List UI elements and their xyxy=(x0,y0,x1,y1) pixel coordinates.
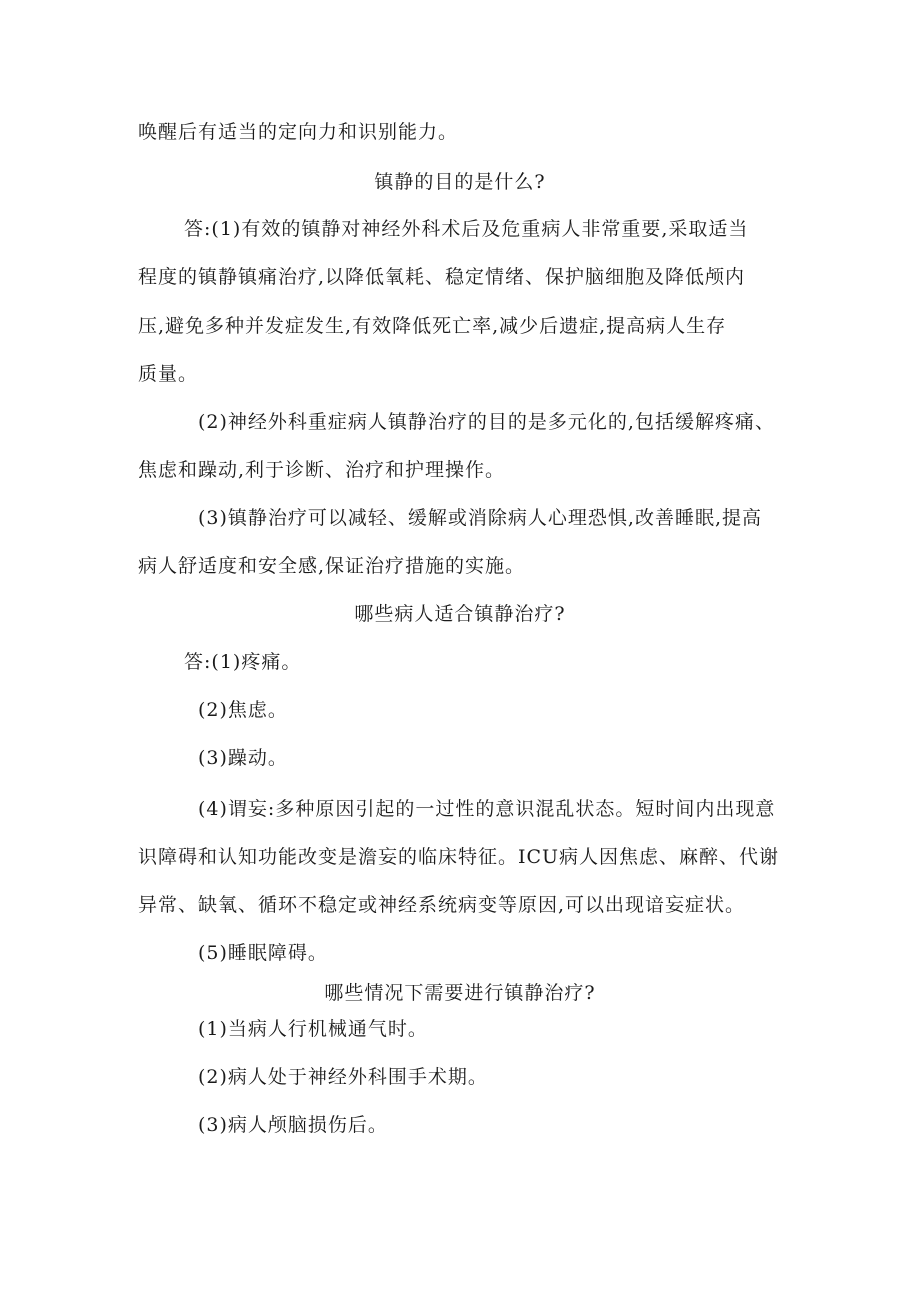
answer-paragraph-line: 程度的镇静镇痛治疗,以降低氧耗、稳定情绪、保护脑细胞及降低颅内 xyxy=(138,266,746,288)
section-heading-suitable-patients: 哪些病人适合镇静治疗? xyxy=(354,603,566,625)
body-text-line: 唤醒后有适当的定向力和识别能力。 xyxy=(138,121,459,143)
section-heading-sedation-purpose: 镇静的目的是什么? xyxy=(374,171,546,193)
list-item: (2)病人处于神经外科围手术期。 xyxy=(198,1066,488,1088)
answer-paragraph-line: (3)镇静治疗可以减轻、缓解或消除病人心理恐惧,改善睡眠,提高 xyxy=(198,507,762,529)
section-heading-when-sedation-needed: 哪些情况下需要进行镇静治疗? xyxy=(324,982,596,1004)
list-item-continuation: 异常、缺氧、循环不稳定或神经系统病变等原因,可以出现谙妄症状。 xyxy=(138,894,746,916)
list-item: (3)躁动。 xyxy=(198,747,288,769)
list-item: (5)睡眠障碍。 xyxy=(198,942,328,964)
list-item-continuation: 识障碍和认知功能改变是澹妄的临床特征。ICU病人因焦虑、麻醉、代谢 xyxy=(138,846,780,868)
list-item: 答:(1)疼痛。 xyxy=(184,651,302,673)
answer-paragraph-line: (2)神经外科重症病人镇静治疗的目的是多元化的,包括缓解疼痛、 xyxy=(198,411,775,433)
list-item: (2)焦虑。 xyxy=(198,699,288,721)
answer-paragraph-line: 压,避免多种并发症发生,有效降低死亡率,减少后遗症,提高病人生存 xyxy=(138,315,727,337)
list-item: (4)谓妄:多种原因引起的一过性的意识混乱状态。短时间内出现意 xyxy=(198,798,776,820)
answer-paragraph-line: 病人舒适度和安全感,保证治疗措施的实施。 xyxy=(138,555,526,577)
answer-paragraph-line: 焦虑和躁动,利于诊断、治疗和护理操作。 xyxy=(138,459,506,481)
list-item: (3)病人颅脑损伤后。 xyxy=(198,1114,388,1136)
list-item: (1)当病人行机械通气时。 xyxy=(198,1018,428,1040)
answer-paragraph-line: 质量。 xyxy=(138,363,199,385)
answer-paragraph-line: 答:(1)有效的镇静对神经外科术后及危重病人非常重要,采取适当 xyxy=(184,218,749,240)
